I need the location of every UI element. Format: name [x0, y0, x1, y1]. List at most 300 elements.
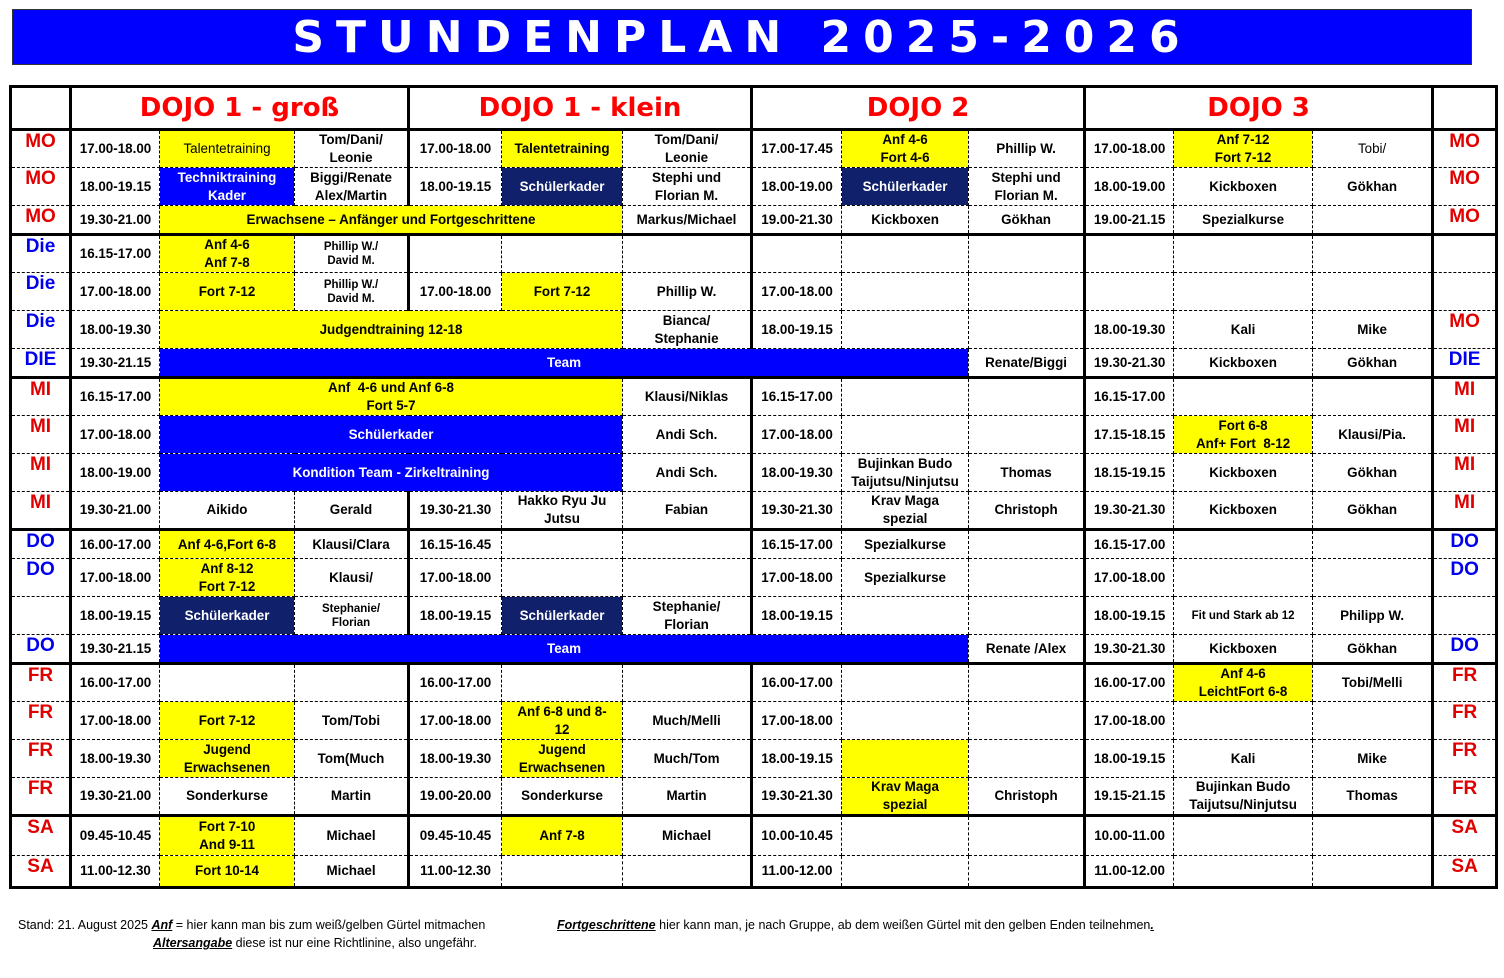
course-cell: Fort 7-12 — [160, 273, 295, 311]
course-cell: Anf 4-6 Fort 4-6 — [842, 130, 969, 168]
day-label-right: FR — [1433, 778, 1497, 816]
trainer-cell: Mike — [1313, 740, 1433, 778]
schedule-row — [11, 378, 1497, 416]
time-cell: 16.15-17.00 — [71, 235, 160, 273]
footer-line-fort — [557, 916, 1154, 934]
course-cell: Kickboxen — [1174, 349, 1313, 378]
course-cell: Aikido — [160, 492, 295, 530]
course-cell — [842, 702, 969, 740]
course-cell: Anf 4-6 Anf 7-8 — [160, 235, 295, 273]
trainer-cell: Tom/Dani/ Leonie — [295, 130, 409, 168]
day-label-left: Die — [11, 311, 71, 349]
time-cell: 18.00-19.15 — [409, 597, 502, 635]
day-label-left: MI — [11, 454, 71, 492]
trainer-cell — [969, 378, 1085, 416]
time-cell: 11.00-12.30 — [71, 856, 160, 888]
trainer-cell — [969, 816, 1085, 856]
time-cell: 16.15-17.00 — [752, 530, 842, 559]
time-cell: 18.00-19.15 — [752, 740, 842, 778]
course-cell: Krav Maga spezial — [842, 778, 969, 816]
course-cell: Talentetraining — [160, 130, 295, 168]
day-label-left: SA — [11, 856, 71, 888]
day-label-left: FR — [11, 740, 71, 778]
course-cell — [842, 416, 969, 454]
trainer-cell — [295, 664, 409, 702]
course-cell: Fort 6-8 Anf+ Fort 8-12 — [1174, 416, 1313, 454]
time-cell: 17.00-18.00 — [752, 559, 842, 597]
schedule-row — [11, 168, 1497, 206]
course-cell: Kickboxen — [1174, 454, 1313, 492]
trainer-cell — [969, 416, 1085, 454]
course-cell: Anf 4-6 LeichtFort 6-8 — [1174, 664, 1313, 702]
day-label-right: MO — [1433, 168, 1497, 206]
trainer-cell: Gökhan — [1313, 635, 1433, 664]
trainer-cell: Fabian — [623, 492, 752, 530]
trainer-cell — [969, 311, 1085, 349]
course-cell: Krav Maga spezial — [842, 492, 969, 530]
day-label-left: FR — [11, 664, 71, 702]
course-cell: Sonderkurse — [160, 778, 295, 816]
trainer-cell: Phillip W./ David M. — [295, 235, 409, 273]
time-cell: 17.00-18.00 — [71, 273, 160, 311]
course-cell: Spezialkurse — [1174, 206, 1313, 235]
day-label-left: MI — [11, 378, 71, 416]
trainer-cell: Stephanie/ Florian — [295, 597, 409, 635]
time-cell: 17.00-18.00 — [1085, 702, 1174, 740]
trainer-cell — [969, 702, 1085, 740]
trainer-cell: Stephi und Florian M. — [623, 168, 752, 206]
trainer-cell: Tobi/Melli — [1313, 664, 1433, 702]
trainer-cell — [969, 273, 1085, 311]
time-cell: 17.00-17.45 — [752, 130, 842, 168]
time-cell: 17.00-18.00 — [71, 702, 160, 740]
header-dojo3: DOJO 3 — [1085, 87, 1433, 130]
trainer-cell — [623, 559, 752, 597]
time-cell: 16.15-17.00 — [1085, 378, 1174, 416]
day-label-right: MO — [1433, 130, 1497, 168]
day-label-left: MI — [11, 416, 71, 454]
trainer-cell — [969, 235, 1085, 273]
schedule-row — [11, 454, 1497, 492]
trainer-cell: Phillip W./ David M. — [295, 273, 409, 311]
time-cell: 18.00-19.30 — [409, 740, 502, 778]
time-cell: 18.15-19.15 — [1085, 454, 1174, 492]
course-cell: Hakko Ryu Ju Jutsu — [502, 492, 623, 530]
course-cell — [1174, 235, 1313, 273]
trainer-cell: Gökhan — [1313, 492, 1433, 530]
course-cell — [1174, 273, 1313, 311]
schedule-row — [11, 206, 1497, 235]
time-cell: 17.00-18.00 — [71, 559, 160, 597]
course-cell: Fit und Stark ab 12 — [1174, 597, 1313, 635]
trainer-cell: Tom/Dani/ Leonie — [623, 130, 752, 168]
trainer-cell: Biggi/Renate Alex/Martin — [295, 168, 409, 206]
footer-alter-text: diese ist nur eine Richtlinine, also ungefähr. — [232, 936, 477, 950]
course-cell — [502, 856, 623, 888]
trainer-cell: Christoph — [969, 778, 1085, 816]
trainer-cell — [623, 235, 752, 273]
course-cell: Anf 4-6,Fort 6-8 — [160, 530, 295, 559]
course-cell — [842, 856, 969, 888]
day-label-left: DIE — [11, 349, 71, 378]
day-label-right: MO — [1433, 311, 1497, 349]
footer-alter-term: Altersangabe — [153, 936, 233, 950]
course-cell: Kali — [1174, 740, 1313, 778]
course-cell — [842, 311, 969, 349]
trainer-cell: Andi Sch. — [623, 416, 752, 454]
header-dojo2: DOJO 2 — [752, 87, 1085, 130]
day-label-right: MI — [1433, 454, 1497, 492]
time-cell: 19.00-20.00 — [409, 778, 502, 816]
time-cell: 17.00-18.00 — [1085, 130, 1174, 168]
course-cell: Team — [160, 635, 969, 664]
day-label-left: MO — [11, 168, 71, 206]
course-cell — [1174, 856, 1313, 888]
schedule-row — [11, 664, 1497, 702]
course-cell: Schülerkader — [502, 597, 623, 635]
schedule-row — [11, 130, 1497, 168]
time-cell: 16.15-17.00 — [752, 378, 842, 416]
trainer-cell: Tobi/ — [1313, 130, 1433, 168]
trainer-cell — [1313, 559, 1433, 597]
time-cell: 09.45-10.45 — [409, 816, 502, 856]
footer-line-2 — [18, 934, 1488, 952]
trainer-cell — [1313, 856, 1433, 888]
trainer-cell — [969, 740, 1085, 778]
time-cell: 19.30-21.30 — [752, 492, 842, 530]
course-cell: Anf 8-12 Fort 7-12 — [160, 559, 295, 597]
schedule-row — [11, 349, 1497, 378]
time-cell: 17.00-18.00 — [71, 130, 160, 168]
schedule-row — [11, 235, 1497, 273]
time-cell: 10.00-11.00 — [1085, 816, 1174, 856]
footer-anf-term: Anf — [151, 918, 173, 932]
time-cell: 17.00-18.00 — [409, 273, 502, 311]
time-cell: 18.00-19.15 — [752, 597, 842, 635]
day-label-right: DO — [1433, 635, 1497, 664]
footer-fort-term: Fortgeschrittene — [557, 918, 656, 932]
day-label-left: MO — [11, 130, 71, 168]
time-cell: 18.00-19.30 — [71, 311, 160, 349]
trainer-cell: Tom(Much — [295, 740, 409, 778]
trainer-cell: Gökhan — [1313, 349, 1433, 378]
time-cell: 16.15-16.45 — [409, 530, 502, 559]
trainer-cell: Gökhan — [1313, 454, 1433, 492]
time-cell: 17.00-18.00 — [409, 130, 502, 168]
day-label-left: DO — [11, 559, 71, 597]
trainer-cell — [623, 664, 752, 702]
time-cell: 17.15-18.15 — [1085, 416, 1174, 454]
course-cell: Anf 7-8 — [502, 816, 623, 856]
day-label-right: MI — [1433, 378, 1497, 416]
course-cell — [1174, 378, 1313, 416]
time-cell: 18.00-19.00 — [1085, 168, 1174, 206]
course-cell: Schülerkader — [842, 168, 969, 206]
trainer-cell: Phillip W. — [623, 273, 752, 311]
time-cell: 18.00-19.15 — [752, 311, 842, 349]
time-cell: 19.30-21.30 — [409, 492, 502, 530]
trainer-cell: Much/Tom — [623, 740, 752, 778]
course-cell: Jugend Erwachsenen — [502, 740, 623, 778]
trainer-cell: Stephi und Florian M. — [969, 168, 1085, 206]
course-cell: Kickboxen — [1174, 635, 1313, 664]
day-label-left: DO — [11, 530, 71, 559]
trainer-cell: Gerald — [295, 492, 409, 530]
course-cell: Erwachsene – Anfänger und Fortgeschrittene — [160, 206, 623, 235]
day-label-left: SA — [11, 816, 71, 856]
time-cell: 19.30-21.00 — [71, 206, 160, 235]
schedule-row — [11, 492, 1497, 530]
time-cell: 18.00-19.15 — [1085, 740, 1174, 778]
trainer-cell — [1313, 702, 1433, 740]
course-cell: Team — [160, 349, 969, 378]
schedule-row — [11, 778, 1497, 816]
trainer-cell: Thomas — [1313, 778, 1433, 816]
course-cell — [1174, 530, 1313, 559]
trainer-cell: Markus/Michael — [623, 206, 752, 235]
trainer-cell: Klausi/Pia. — [1313, 416, 1433, 454]
header-corner-right — [1433, 87, 1497, 130]
course-cell: Judgendtraining 12-18 — [160, 311, 623, 349]
time-cell — [1085, 235, 1174, 273]
course-cell: Schülerkader — [160, 597, 295, 635]
time-cell: 16.00-17.00 — [1085, 664, 1174, 702]
time-cell: 19.00-21.15 — [1085, 206, 1174, 235]
time-cell: 16.00-17.00 — [71, 664, 160, 702]
trainer-cell: Much/Melli — [623, 702, 752, 740]
day-label-right: FR — [1433, 740, 1497, 778]
schedule-table — [9, 85, 1498, 889]
time-cell: 10.00-10.45 — [752, 816, 842, 856]
day-label-right: MI — [1433, 416, 1497, 454]
trainer-cell: Renate/Biggi — [969, 349, 1085, 378]
time-cell: 18.00-19.30 — [752, 454, 842, 492]
trainer-cell: Klausi/Clara — [295, 530, 409, 559]
trainer-cell: Michael — [623, 816, 752, 856]
course-cell: Jugend Erwachsenen — [160, 740, 295, 778]
day-label-right — [1433, 597, 1497, 635]
time-cell: 19.30-21.30 — [752, 778, 842, 816]
trainer-cell — [1313, 206, 1433, 235]
trainer-cell: Phillip W. — [969, 130, 1085, 168]
time-cell: 18.00-19.30 — [1085, 311, 1174, 349]
footer-legend — [18, 916, 1488, 952]
time-cell: 19.00-21.30 — [752, 206, 842, 235]
trainer-cell — [1313, 530, 1433, 559]
trainer-cell: Tom/Tobi — [295, 702, 409, 740]
day-label-right — [1433, 273, 1497, 311]
day-label-right: MI — [1433, 492, 1497, 530]
time-cell: 18.00-19.00 — [752, 168, 842, 206]
course-cell: Bujinkan Budo Taijutsu/Ninjutsu — [842, 454, 969, 492]
trainer-cell: Klausi/ — [295, 559, 409, 597]
time-cell: 18.00-19.15 — [409, 168, 502, 206]
course-cell — [1174, 702, 1313, 740]
course-cell: Talentetraining — [502, 130, 623, 168]
time-cell: 18.00-19.15 — [71, 168, 160, 206]
page-title: STUNDENPLAN 2025-2026 — [12, 9, 1472, 65]
day-label-right — [1433, 235, 1497, 273]
course-cell — [1174, 559, 1313, 597]
trainer-cell: Michael — [295, 816, 409, 856]
schedule-row — [11, 635, 1497, 664]
time-cell: 17.00-18.00 — [409, 702, 502, 740]
time-cell: 17.00-18.00 — [1085, 559, 1174, 597]
day-label-right: SA — [1433, 856, 1497, 888]
course-cell: Kondition Team - Zirkeltraining — [160, 454, 623, 492]
course-cell: Techniktraining Kader — [160, 168, 295, 206]
schedule-row — [11, 740, 1497, 778]
day-label-right: DO — [1433, 559, 1497, 597]
day-label-right: FR — [1433, 702, 1497, 740]
trainer-cell: Renate /Alex — [969, 635, 1085, 664]
course-cell: Fort 10-14 — [160, 856, 295, 888]
schedule-row — [11, 530, 1497, 559]
day-label-right: DO — [1433, 530, 1497, 559]
time-cell: 19.30-21.00 — [71, 492, 160, 530]
time-cell: 17.00-18.00 — [752, 273, 842, 311]
time-cell: 19.30-21.15 — [71, 635, 160, 664]
course-cell — [502, 559, 623, 597]
course-cell — [502, 235, 623, 273]
course-cell — [842, 597, 969, 635]
course-cell — [502, 664, 623, 702]
trainer-cell — [969, 664, 1085, 702]
time-cell: 11.00-12.00 — [752, 856, 842, 888]
course-cell — [842, 235, 969, 273]
schedule-row — [11, 559, 1497, 597]
time-cell: 16.15-17.00 — [1085, 530, 1174, 559]
course-cell: Fort 7-12 — [502, 273, 623, 311]
schedule-table-wrapper — [9, 85, 1498, 889]
day-label-left: Die — [11, 235, 71, 273]
trainer-cell — [623, 856, 752, 888]
header-dojo1-klein: DOJO 1 - klein — [409, 87, 752, 130]
course-cell — [842, 816, 969, 856]
time-cell: 17.00-18.00 — [752, 416, 842, 454]
trainer-cell: Martin — [623, 778, 752, 816]
schedule-row — [11, 416, 1497, 454]
time-cell: 19.30-21.15 — [71, 349, 160, 378]
course-cell: Spezialkurse — [842, 559, 969, 597]
footer-fort-end: . — [1150, 918, 1154, 932]
time-cell: 19.30-21.30 — [1085, 349, 1174, 378]
time-cell — [1085, 273, 1174, 311]
trainer-cell: Michael — [295, 856, 409, 888]
trainer-cell: Martin — [295, 778, 409, 816]
time-cell: 11.00-12.00 — [1085, 856, 1174, 888]
trainer-cell: Klausi/Niklas — [623, 378, 752, 416]
day-label-left: FR — [11, 702, 71, 740]
day-label-right: DIE — [1433, 349, 1497, 378]
time-cell: 17.00-18.00 — [752, 702, 842, 740]
course-cell — [842, 378, 969, 416]
day-label-left: DO — [11, 635, 71, 664]
day-label-left: MO — [11, 206, 71, 235]
course-cell: Spezialkurse — [842, 530, 969, 559]
trainer-cell: Christoph — [969, 492, 1085, 530]
course-cell — [842, 664, 969, 702]
trainer-cell — [969, 559, 1085, 597]
day-label-right: FR — [1433, 664, 1497, 702]
trainer-cell — [1313, 273, 1433, 311]
trainer-cell: Thomas — [969, 454, 1085, 492]
trainer-cell: Stephanie/ Florian — [623, 597, 752, 635]
course-cell: Kickboxen — [1174, 492, 1313, 530]
time-cell: 16.00-17.00 — [71, 530, 160, 559]
footer-fort-text: hier kann man, je nach Gruppe, ab dem weißen Gürtel mit den gelben Enden teilnehmen — [655, 918, 1151, 932]
trainer-cell — [1313, 816, 1433, 856]
course-cell: Sonderkurse — [502, 778, 623, 816]
time-cell: 19.15-21.15 — [1085, 778, 1174, 816]
trainer-cell — [969, 530, 1085, 559]
day-label-left: FR — [11, 778, 71, 816]
course-cell: Anf 7-12 Fort 7-12 — [1174, 130, 1313, 168]
time-cell: 16.15-17.00 — [71, 378, 160, 416]
time-cell: 17.00-18.00 — [409, 559, 502, 597]
schedule-row — [11, 311, 1497, 349]
day-label-right: MO — [1433, 206, 1497, 235]
schedule-row — [11, 273, 1497, 311]
trainer-cell — [969, 856, 1085, 888]
time-cell — [409, 235, 502, 273]
trainer-cell — [623, 530, 752, 559]
trainer-cell: Andi Sch. — [623, 454, 752, 492]
course-cell: Kali — [1174, 311, 1313, 349]
time-cell: 19.30-21.30 — [1085, 492, 1174, 530]
time-cell: 09.45-10.45 — [71, 816, 160, 856]
header-dojo1-gross: DOJO 1 - groß — [71, 87, 409, 130]
trainer-cell — [1313, 235, 1433, 273]
schedule-row — [11, 597, 1497, 635]
course-cell: Schülerkader — [160, 416, 623, 454]
course-cell: Bujinkan Budo Taijutsu/Ninjutsu — [1174, 778, 1313, 816]
day-label-left: Die — [11, 273, 71, 311]
day-label-right: SA — [1433, 816, 1497, 856]
course-cell: Fort 7-10 And 9-11 — [160, 816, 295, 856]
trainer-cell: Bianca/ Stephanie — [623, 311, 752, 349]
time-cell — [752, 235, 842, 273]
header-corner-left — [11, 87, 71, 130]
time-cell: 11.00-12.30 — [409, 856, 502, 888]
trainer-cell — [1313, 378, 1433, 416]
trainer-cell: Mike — [1313, 311, 1433, 349]
course-cell — [842, 273, 969, 311]
schedule-row — [11, 816, 1497, 856]
time-cell: 17.00-18.00 — [71, 416, 160, 454]
course-cell: Kickboxen — [1174, 168, 1313, 206]
header-row — [11, 87, 1497, 130]
time-cell: 16.00-17.00 — [752, 664, 842, 702]
trainer-cell: Philipp W. — [1313, 597, 1433, 635]
course-cell: Schülerkader — [502, 168, 623, 206]
time-cell: 18.00-19.15 — [1085, 597, 1174, 635]
time-cell: 18.00-19.00 — [71, 454, 160, 492]
course-cell: Fort 7-12 — [160, 702, 295, 740]
schedule-row — [11, 702, 1497, 740]
time-cell: 19.30-21.30 — [1085, 635, 1174, 664]
day-label-left: MI — [11, 492, 71, 530]
day-label-left — [11, 597, 71, 635]
trainer-cell — [969, 597, 1085, 635]
schedule-row — [11, 856, 1497, 888]
footer-stand: Stand: 21. August 2025 — [18, 918, 152, 932]
time-cell: 18.00-19.30 — [71, 740, 160, 778]
time-cell: 19.30-21.00 — [71, 778, 160, 816]
course-cell — [1174, 816, 1313, 856]
footer-anf-text: = hier kann man bis zum weiß/gelben Gürtel mitmachen — [172, 918, 486, 932]
time-cell: 16.00-17.00 — [409, 664, 502, 702]
